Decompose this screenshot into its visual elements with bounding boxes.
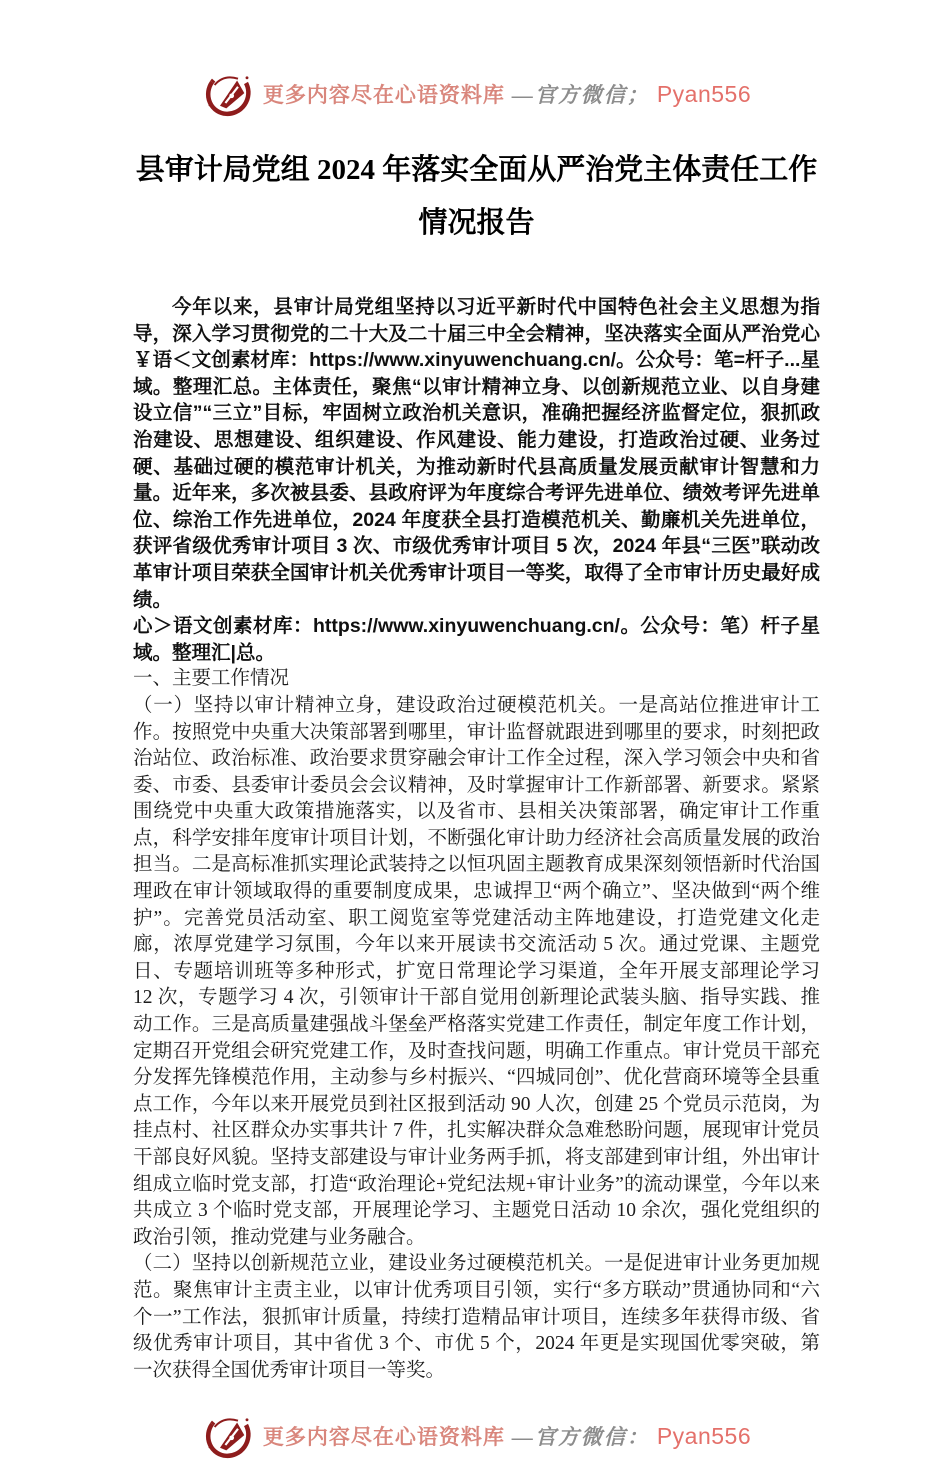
pen-swirl-logo-icon <box>202 68 256 120</box>
header-brandbar <box>133 68 820 120</box>
paragraph-source-note: 心＞语文创素材库：https://www.xinyuwenchuang.cn/。公众号：笔）杆子星域。整理汇|总。 <box>133 615 820 664</box>
paragraph-intro: 今年以来，县审计局党组坚持以习近平新时代中国特色社会主义思想为指导，深入学习贯彻党的二十大及二十届三中全会精神，坚决落实全面从严治党心￥语＜文创素材库：https://www.xinyuwenchuang.cn/。公众号：笔=杆子...星域。整理汇总。主体责任，聚焦“以审计精神立身、以创新规范立业、以自身建设立信”“三立”目标，牢固树立政治机关意识，准确把握经济监督定位，狠抓政治建设、思想建设、组织建设、作风建设、能力建设，打造政治过硬、业务过硬、基础过硬的模范审计机关，为推动新时代县高质量发展贡献审计智慧和力量。近年来，多次被县委、县政府评为年度综合考评先进单位、绩效考评先进单位、综治工作先进单位，2024 年度获全县打造模范机关、勤廉机关先进单位，获评省级优秀审计项目 3 次、市级优秀审计项目 5 次，2024 年县“三医”联动改革审计项目荣获全国审计机关优秀审计项目一等奖，取得了全市审计历史最好成绩。 <box>133 296 820 611</box>
wechat-label: —官方微信： <box>511 1425 650 1450</box>
paragraph-section-two: （二）坚持以创新规范立业，建设业务过硬模范机关。一是促进审计业务更加规范。聚焦审计主责主业，以审计优秀项目引领，实行“多方联动”贯通协同和“六个一”工作法，狠抓审计质量，持续打造精品审计项目，连续多年获得市级、省级优秀审计项目，其中省优 3 个、市优 5 个，2024 年更是实现国优零突破，第一次获得全国优秀审计项目一等奖。 <box>133 1253 820 1381</box>
paragraph-section-one: （一）坚持以审计精神立身，建设政治过硬模范机关。一是高站位推进审计工作。按照党中央重大决策部署到哪里，审计监督就跟进到哪里的要求，时刻把政治站位、政治标准、政治要求贯穿融会审计工作全过程，深入学习领会中央和省委、市委、县委审计委员会会议精神，及时掌握审计工作新部署、新要求。紧紧围绕党中央重大政策措施落实，以及省市、县相关决策部署，确定审计工作重点，科学安排年度审计项目计划，不断强化审计助力经济社会高质量发展的政治担当。二是高标准抓实理论武装持之以恒巩固主题教育成果深刻领悟新时代治国理政在审计领域取得的重要制度成果，忠诚捍卫“两个确立”、坚决做到“两个维护”。完善党员活动室、职工阅览室等党建活动主阵地建设，打造党建文化走廊，浓厚党建学习氛围，今年以来开展读书交流活动 5 次。通过党课、主题党日、专题培训班等多种形式，扩宽日常理论学习渠道，全年开展支部理论学习 12 次，专题学习 4 次，引领审计干部自觉用创新理论武装头脑、指导实践、推动工作。三是高质量建强战斗堡垒严格落实党建工作责任，制定年度工作计划，定期召开党组会研究党建工作，及时查找问题，明确工作重点。审计党员干部充分发挥先锋模范作用，主动参与乡村振兴、“四城同创”、优化营商环境等全县重点工作，今年以来开展党员到社区报到活动 90 人次，创建 25 个党员示范岗，为挂点村、社区群众办实事共计 7 件，扎实解决群众急难愁盼问题，展现审计党员干部良好风貌。坚持支部建设与审计业务两手抓，将支部建到审计组，外出审计组成立临时党支部，打造“政治理论+党纪法规+审计业务”的流动课堂，今年以来共成立 3 个临时党支部，开展理论学习、主题党日活动 10 余次，强化党组织的政治引领，推动党建与业务融合。 <box>133 694 820 1248</box>
pen-swirl-logo-icon <box>202 1410 256 1462</box>
wechat-id: Pyan556 <box>656 80 752 107</box>
document-body <box>133 294 820 1384</box>
wechat-label: —官方微信； <box>511 83 650 107</box>
document-page <box>0 68 950 1450</box>
document-title: 县审计局党组 2024 年落实全面从严治党主体责任工作情况报告 <box>135 154 818 239</box>
brand-text: 更多内容尽在心语资料库 <box>262 1425 505 1450</box>
footer-brandbar <box>133 1410 820 1462</box>
wechat-id: Pyan556 <box>656 1422 752 1449</box>
section-heading-main-work: 一、主要工作情况 <box>133 668 290 690</box>
brand-text: 更多内容尽在心语资料库 <box>262 83 505 107</box>
